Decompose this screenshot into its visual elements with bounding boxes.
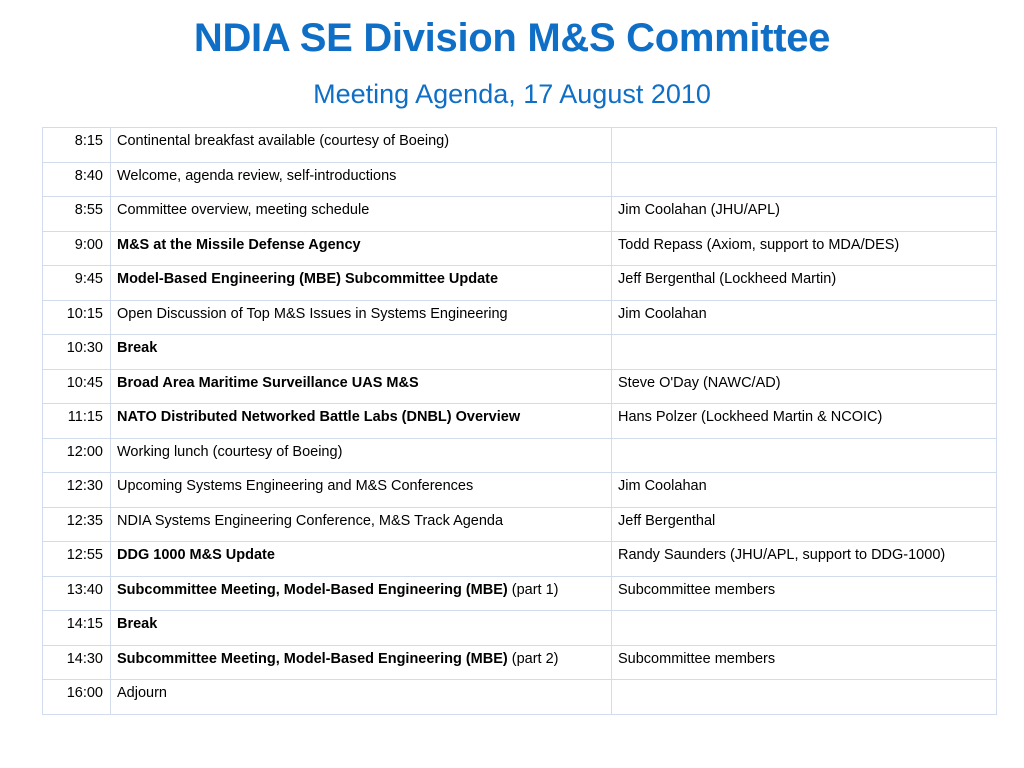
table-row — [43, 473, 997, 508]
agenda-item-title: Welcome, agenda review, self-introductions — [117, 167, 397, 184]
agenda-item — [111, 369, 612, 404]
page-subtitle: Meeting Agenda, 17 August 2010 — [313, 79, 711, 109]
agenda-time: 14:15 — [43, 611, 111, 646]
table-row — [43, 438, 997, 473]
table-row — [43, 300, 997, 335]
agenda-item-part: (part 2) — [507, 650, 559, 667]
table-row — [43, 542, 997, 577]
agenda-item-title: Broad Area Maritime Surveillance UAS M&S — [117, 374, 419, 391]
table-row — [43, 162, 997, 197]
agenda-time: 10:30 — [43, 335, 111, 370]
agenda-item — [111, 335, 612, 370]
agenda-presenter: Jim Coolahan — [612, 300, 997, 335]
agenda-item — [111, 576, 612, 611]
agenda-item-title: Adjourn — [117, 685, 167, 701]
agenda-time: 9:00 — [43, 231, 111, 266]
agenda-item — [111, 645, 612, 680]
agenda-item — [111, 231, 612, 266]
agenda-item-title: Continental breakfast available (courtesy of Boeing) — [117, 133, 450, 149]
agenda-presenter — [612, 438, 997, 473]
agenda-item-title: Subcommittee Meeting, Model-Based Engineering (MBE) — [117, 650, 508, 667]
table-row — [43, 576, 997, 611]
agenda-item — [111, 507, 612, 542]
agenda-time: 12:30 — [43, 473, 111, 508]
agenda-item-title: Open Discussion of Top M&S Issues in Systems Engineering — [117, 305, 508, 322]
table-row — [43, 335, 997, 370]
agenda-presenter — [612, 335, 997, 370]
agenda-time: 10:15 — [43, 300, 111, 335]
agenda-time: 8:40 — [43, 162, 111, 197]
agenda-presenter: Todd Repass (Axiom, support to MDA/DES) — [612, 231, 997, 266]
agenda-table — [42, 127, 997, 715]
agenda-presenter — [612, 128, 997, 163]
table-row — [43, 197, 997, 232]
agenda-item-title: Upcoming Systems Engineering and M&S Conferences — [117, 478, 474, 494]
agenda-presenter: Hans Polzer (Lockheed Martin & NCOIC) — [612, 404, 997, 439]
agenda-item — [111, 197, 612, 232]
table-row — [43, 404, 997, 439]
agenda-item — [111, 542, 612, 577]
agenda-item — [111, 611, 612, 646]
agenda-item — [111, 266, 612, 301]
agenda-item — [111, 680, 612, 715]
agenda-item-part: (part 1) — [507, 581, 559, 598]
agenda-time: 12:55 — [43, 542, 111, 577]
agenda-table-body — [43, 128, 997, 715]
agenda-presenter: Subcommittee members — [612, 645, 997, 680]
agenda-item — [111, 162, 612, 197]
agenda-time: 12:35 — [43, 507, 111, 542]
agenda-presenter: Subcommittee members — [612, 576, 997, 611]
agenda-item-title: NDIA Systems Engineering Conference, M&S Track Agenda — [117, 512, 504, 529]
agenda-presenter: Jeff Bergenthal — [612, 507, 997, 542]
agenda-time: 8:55 — [43, 197, 111, 232]
agenda-presenter — [612, 162, 997, 197]
agenda-item-title: Break — [117, 616, 158, 632]
agenda-time: 14:30 — [43, 645, 111, 680]
agenda-item — [111, 473, 612, 508]
agenda-item-title: Working lunch (courtesy of Boeing) — [117, 443, 343, 460]
page-title: NDIA SE Division M&S Committee — [193, 16, 831, 60]
agenda-item-title: M&S at the Missile Defense Agency — [117, 236, 361, 253]
agenda-item — [111, 404, 612, 439]
table-row — [43, 266, 997, 301]
agenda-presenter — [612, 680, 997, 715]
agenda-time: 8:15 — [43, 128, 111, 163]
agenda-item-title: DDG 1000 M&S Update — [117, 547, 275, 563]
agenda-presenter — [612, 611, 997, 646]
agenda-time: 11:15 — [43, 404, 111, 439]
table-row — [43, 611, 997, 646]
agenda-time: 16:00 — [43, 680, 111, 715]
agenda-item — [111, 300, 612, 335]
agenda-time: 12:00 — [43, 438, 111, 473]
table-row — [43, 369, 997, 404]
table-row — [43, 507, 997, 542]
table-row — [43, 231, 997, 266]
agenda-time: 10:45 — [43, 369, 111, 404]
table-row — [43, 680, 997, 715]
table-row — [43, 128, 997, 163]
agenda-item — [111, 128, 612, 163]
agenda-presenter: Randy Saunders (JHU/APL, support to DDG-1000) — [612, 542, 997, 577]
agenda-presenter: Jim Coolahan — [612, 473, 997, 508]
agenda-item — [111, 438, 612, 473]
agenda-item-title: Committee overview, meeting schedule — [117, 202, 370, 218]
agenda-presenter: Jeff Bergenthal (Lockheed Martin) — [612, 266, 997, 301]
agenda-time: 9:45 — [43, 266, 111, 301]
agenda-item-title: Break — [117, 340, 158, 356]
table-row — [43, 645, 997, 680]
agenda-presenter: Steve O'Day (NAWC/AD) — [612, 369, 997, 404]
agenda-item-title: Model-Based Engineering (MBE) Subcommittee Update — [117, 271, 499, 287]
agenda-item-title: Subcommittee Meeting, Model-Based Engineering (MBE) — [117, 581, 508, 598]
agenda-time: 13:40 — [43, 576, 111, 611]
agenda-item-title: NATO Distributed Networked Battle Labs (DNBL) Overview — [117, 409, 521, 425]
agenda-presenter: Jim Coolahan (JHU/APL) — [612, 197, 997, 232]
